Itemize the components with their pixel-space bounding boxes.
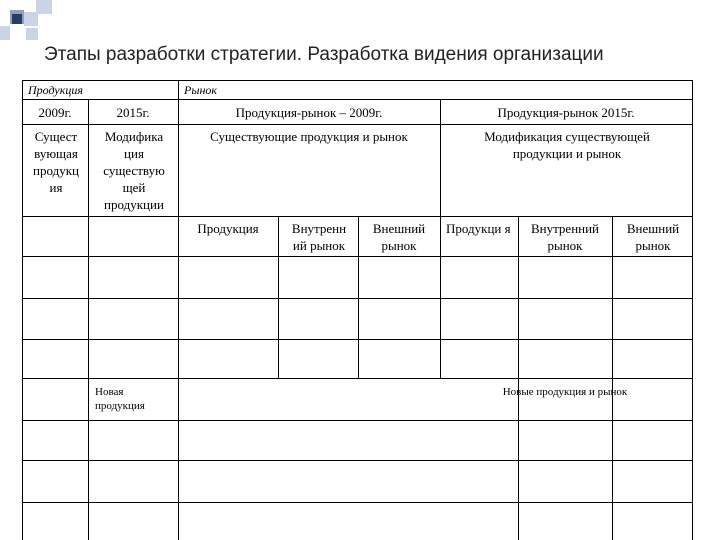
grid-line	[22, 124, 693, 125]
subheader-domestic-market-2015: Внутренний рынок	[530, 221, 600, 253]
grid-line	[518, 216, 519, 540]
header-product-market-2015: Продукция-рынок 2015г.	[497, 105, 635, 120]
subheader-foreign-market-2015: Внешний рынок	[626, 221, 680, 253]
grid-line	[22, 460, 693, 461]
grid-line	[178, 80, 179, 540]
grid-line	[22, 502, 693, 503]
grid-line	[22, 80, 23, 540]
subheader-product-2015: Продукци я	[446, 221, 511, 236]
grid-line	[440, 99, 441, 378]
grid-line	[22, 80, 693, 81]
desc-modified-product-market: Модификация существующей продукции и рынок	[484, 129, 650, 161]
grid-line	[22, 420, 693, 421]
subheader-product-2009: Продукция	[197, 221, 259, 236]
label-new-product-market: Новые продукция и рынок	[502, 386, 628, 398]
header-market: Рынок	[184, 83, 218, 97]
grid-line	[88, 99, 89, 540]
header-year-2015: 2015г.	[116, 105, 150, 120]
label-new-product: Новая продукция	[95, 386, 145, 412]
page-title: Этапы разработки стратегии. Разработка видения организации	[44, 44, 604, 65]
desc-existing-product: Сущест вующая продукц ия	[33, 129, 79, 195]
grid-line	[692, 80, 693, 540]
header-product-market-2009: Продукция-рынок – 2009г.	[235, 105, 383, 120]
header-year-2009: 2009г.	[38, 105, 72, 120]
grid-line	[278, 216, 279, 378]
grid-line	[358, 216, 359, 378]
desc-existing-product-market: Существующие продукция и рынок	[210, 129, 408, 144]
header-product: Продукция	[28, 83, 83, 97]
subheader-foreign-market-2009: Внешний рынок	[372, 221, 426, 253]
grid-line	[612, 216, 613, 540]
desc-modified-product: Модифика ция существую щей продукции	[103, 129, 165, 212]
grid-line	[22, 378, 693, 379]
subheader-domestic-market-2009: Внутренн ий рынок	[291, 221, 347, 253]
grid-line	[22, 99, 693, 100]
